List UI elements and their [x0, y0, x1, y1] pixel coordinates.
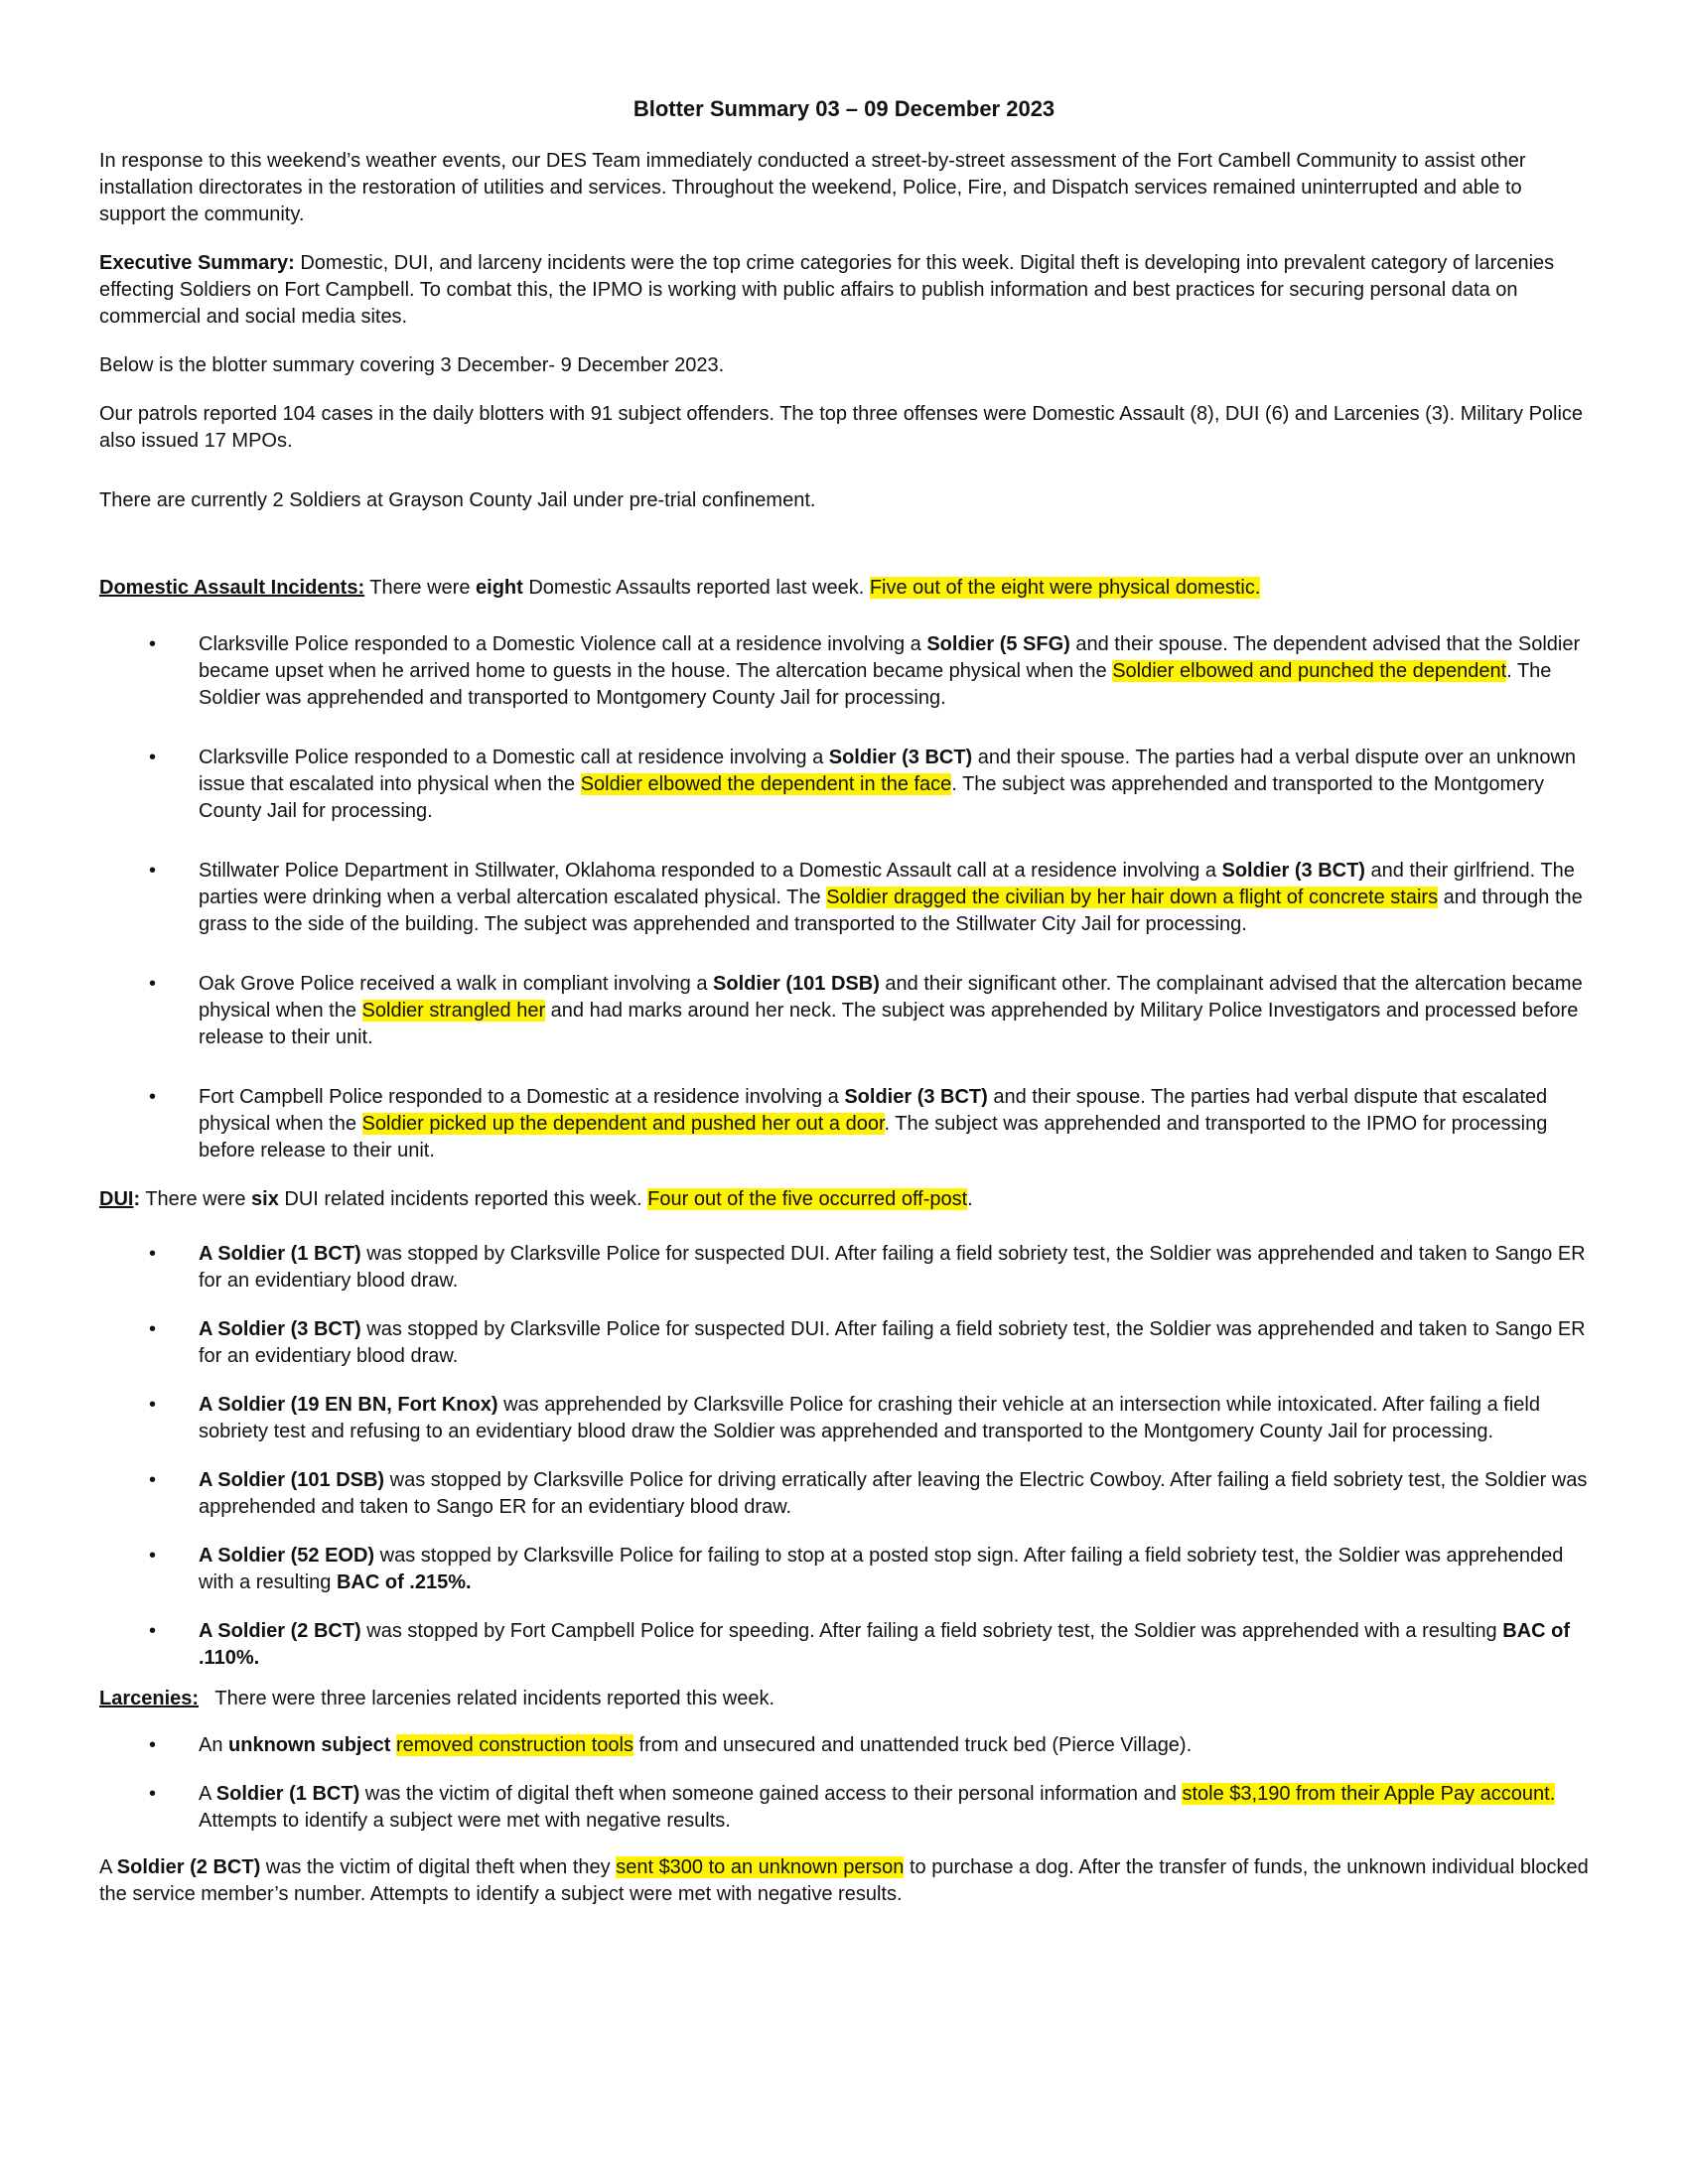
domestic-list: [99, 631, 1589, 1164]
dui-text-3: .: [967, 1188, 973, 1210]
jail-paragraph: There are currently 2 Soldiers at Grayson County Jail under pre-trial confinement.: [99, 489, 816, 511]
larcenies-list: [99, 1732, 1589, 1835]
item-text: Clarksville Police responded to a Domestic call at residence involving a: [199, 747, 829, 768]
domestic-item: [99, 971, 1589, 1051]
item-text: and had marks around her neck. The subject was apprehended by Military Police Investigators and processed before release to their unit.: [199, 1000, 1579, 1048]
item-text: . The Soldier was apprehended and transported to Montgomery County Jail for processing.: [199, 660, 1552, 709]
item-subject: Soldier (101 DSB): [713, 973, 880, 995]
item-bac: BAC of .215%.: [336, 1571, 472, 1593]
item-text: and through the grass to the side of the building. The subject was apprehended and transported to the Stillwater City Jail for processing.: [199, 887, 1583, 935]
domestic-heading: [99, 575, 1589, 602]
domestic-item: [99, 631, 1589, 712]
domestic-label: Domestic Assault Incidents:: [99, 577, 365, 599]
item-subject: Soldier (1 BCT): [215, 1783, 360, 1805]
bullet-icon: •: [149, 1469, 157, 1491]
item-highlight: Soldier elbowed and punched the dependent: [1112, 660, 1507, 682]
item-text: was stopped by Clarksville Police for failing to stop at a posted stop sign. After failing a field sobriety test, the Soldier was apprehended with a resulting: [199, 1545, 1564, 1593]
item-text: was apprehended by Clarksville Police for crashing their vehicle at an intersection while intoxicated. After failing a field sobriety test and refusing to an evidentiary blood draw the Soldier was apprehended and transported to the Montgomery County Jail for processing.: [199, 1394, 1540, 1442]
item-text: was stopped by Clarksville Police for suspected DUI. After failing a field sobriety test, the Soldier was apprehended and taken to Sango ER for an evidentiary blood draw.: [199, 1243, 1586, 1292]
item-text: and their spouse. The parties had verbal dispute that escalated physical when the: [199, 1086, 1548, 1135]
larceny-item: [99, 1732, 1589, 1759]
item-subject: A Soldier (52 EOD): [199, 1545, 375, 1567]
bullet-icon: •: [149, 1394, 157, 1416]
item-text: and their spouse. The parties had a verbal dispute over an unknown issue that escalated into physical when the: [199, 747, 1577, 795]
bullet-icon: •: [149, 1086, 157, 1108]
item-subject: A Soldier (1 BCT): [199, 1243, 361, 1265]
dui-item: [99, 1241, 1589, 1295]
item-text: to purchase a dog. After the transfer of funds, the unknown individual blocked the service member’s number. Attempts to identify a subject were met with negative results.: [99, 1856, 1589, 1905]
dui-item: [99, 1543, 1589, 1596]
dui-label: DUI: [99, 1188, 134, 1210]
dui-heading: [99, 1186, 1589, 1213]
domestic-item: [99, 1084, 1589, 1164]
bullet-icon: •: [149, 1783, 157, 1805]
item-subject: Soldier (3 BCT): [828, 747, 973, 768]
bullet-icon: •: [149, 973, 157, 995]
larcenies-label: Larcenies:: [99, 1688, 200, 1709]
item-text: . The subject was apprehended and transported to the IPMO for processing before release to their unit.: [199, 1113, 1548, 1161]
dui-list: [99, 1241, 1589, 1672]
executive-summary: [99, 250, 1589, 331]
page-title: Blotter Summary 03 – 09 December 2023: [633, 96, 1055, 121]
item-text: . The subject was apprehended and transported to the Montgomery County Jail for processing.: [199, 773, 1544, 822]
item-text: Fort Campbell Police responded to a Domestic at a residence involving a: [199, 1086, 845, 1108]
bullet-icon: •: [149, 747, 157, 768]
item-subject: Soldier (2 BCT): [116, 1856, 261, 1878]
bullet-icon: •: [149, 1545, 157, 1567]
item-text: was stopped by Clarksville Police for suspected DUI. After failing a field sobriety test, the Soldier was apprehended and taken to Sango ER for an evidentiary blood draw.: [199, 1318, 1586, 1367]
larcenies-text: There were three larcenies related incidents reported this week.: [199, 1688, 774, 1709]
larceny-item: [99, 1781, 1589, 1835]
item-text: A: [99, 1856, 117, 1878]
item-text: and their significant other. The complainant advised that the altercation became physical when the: [199, 973, 1583, 1022]
item-subject: Soldier (3 BCT): [844, 1086, 988, 1108]
executive-summary-text: Domestic, DUI, and larceny incidents were the top crime categories for this week. Digital theft is developing into prevalent category of larcenies effecting Soldiers on Fort Campbell. To combat this, the IPMO is working with public affairs to publish information and best practices for securing personal data on commercial and social media sites.: [99, 252, 1555, 328]
dui-text-2: DUI related incidents reported this week.: [278, 1188, 648, 1210]
domestic-count: eight: [476, 577, 523, 599]
item-text: Clarksville Police responded to a Domestic Violence call at a residence involving a: [199, 633, 927, 655]
item-text: Oak Grove Police received a walk in compliant involving a: [199, 973, 714, 995]
item-text: An: [199, 1734, 229, 1756]
patrols-paragraph: Our patrols reported 104 cases in the daily blotters with 91 subject offenders. The top three offenses were Domestic Assault (8), DUI (6) and Larcenies (3). Military Police also issued 17 MPOs.: [99, 403, 1584, 452]
item-text: Stillwater Police Department in Stillwater, Oklahoma responded to a Domestic Assault call at a residence involving a: [199, 860, 1222, 882]
item-text: Attempts to identify a subject were met with negative results.: [199, 1810, 731, 1832]
item-highlight: sent $300 to an unknown person: [616, 1856, 905, 1878]
bullet-icon: •: [149, 1243, 157, 1265]
dui-count: six: [251, 1188, 279, 1210]
item-subject: Soldier (5 SFG): [926, 633, 1070, 655]
executive-summary-label: Executive Summary:: [99, 252, 295, 274]
item-highlight: Soldier strangled her: [361, 1000, 546, 1022]
domestic-item: [99, 745, 1589, 825]
item-subject: Soldier (3 BCT): [1221, 860, 1365, 882]
bullet-icon: •: [149, 1318, 157, 1340]
dui-item: [99, 1618, 1589, 1672]
item-text: was stopped by Clarksville Police for driving erratically after leaving the Electric Cowboy. After failing a field sobriety test, the Soldier was apprehended and taken to Sango ER for an evidentiary blood draw.: [199, 1469, 1588, 1518]
larceny-last-paragraph: [99, 1854, 1589, 1908]
item-text: was the victim of digital theft when someone gained access to their personal information and: [359, 1783, 1183, 1805]
dui-colon: :: [133, 1188, 141, 1210]
item-subject: unknown subject: [228, 1734, 391, 1756]
item-text: and their spouse. The dependent advised that the Soldier became upset when he arrived home to guests in the house. The altercation became physical when the: [199, 633, 1581, 682]
domestic-text-2: Domestic Assaults reported last week.: [522, 577, 870, 599]
domestic-text-1: There were: [364, 577, 477, 599]
item-highlight: removed construction tools: [395, 1734, 633, 1756]
domestic-highlight: Five out of the eight were physical domestic.: [869, 577, 1261, 599]
intro-paragraph: In response to this weekend’s weather events, our DES Team immediately conducted a street-by-street assessment of the Fort Cambell Community to assist other installation directorates in the restoration of utilities and services. Throughout the weekend, Police, Fire, and Dispatch services remained uninterrupted and able to support the community.: [99, 150, 1526, 225]
item-subject: A Soldier (101 DSB): [199, 1469, 385, 1491]
dui-item: [99, 1467, 1589, 1521]
item-highlight: Soldier dragged the civilian by her hair down a flight of concrete stairs: [826, 887, 1439, 908]
item-text: was stopped by Fort Campbell Police for speeding. After failing a field sobriety test, the Soldier was apprehended with a resulting: [360, 1620, 1503, 1642]
item-text: and their girlfriend. The parties were drinking when a verbal altercation escalated physical. The: [199, 860, 1575, 908]
item-subject: A Soldier (3 BCT): [199, 1318, 361, 1340]
item-subject: A Soldier (2 BCT): [199, 1620, 361, 1642]
item-text: A: [199, 1783, 216, 1805]
item-highlight: stole $3,190 from their Apple Pay account.: [1182, 1783, 1556, 1805]
dui-highlight: Four out of the five occurred off-post: [647, 1188, 968, 1210]
domestic-item: [99, 858, 1589, 938]
bullet-icon: •: [149, 860, 157, 882]
item-highlight: Soldier picked up the dependent and pushed her out a door: [361, 1113, 885, 1135]
bullet-icon: •: [149, 633, 157, 655]
dui-item: [99, 1316, 1589, 1370]
item-highlight: Soldier elbowed the dependent in the face: [580, 773, 952, 795]
item-subject: A Soldier (19 EN BN, Fort Knox): [199, 1394, 498, 1416]
larcenies-heading: [99, 1686, 1589, 1712]
bullet-icon: •: [149, 1734, 157, 1756]
item-text: from and unsecured and unattended truck bed (Pierce Village).: [633, 1734, 1193, 1756]
item-text: was the victim of digital theft when they: [260, 1856, 617, 1878]
bullet-icon: •: [149, 1620, 157, 1642]
dui-text-1: There were: [140, 1188, 252, 1210]
item-bac: BAC of .110%.: [199, 1620, 1571, 1669]
coverage-paragraph: Below is the blotter summary covering 3 December- 9 December 2023.: [99, 354, 725, 376]
dui-item: [99, 1392, 1589, 1445]
